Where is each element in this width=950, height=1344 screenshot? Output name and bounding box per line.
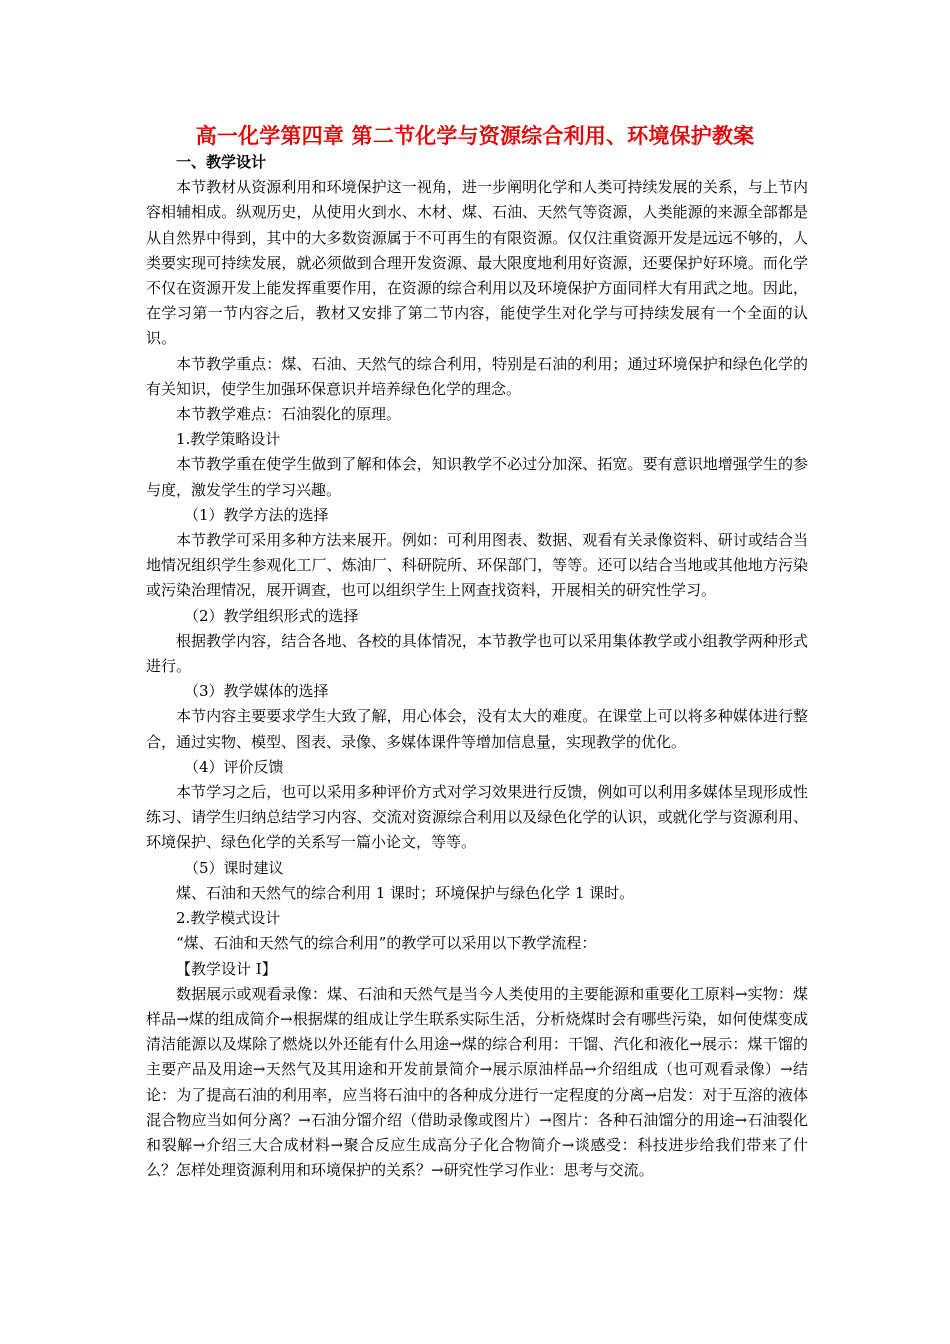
- model-intro: “煤、石油和天然气的综合利用”的教学可以采用以下教学流程：: [176, 934, 597, 953]
- feedback-heading: （4）评价反馈: [184, 757, 284, 776]
- strategy-paragraph: 本节教学重在使学生做到了解和体会，知识教学不必过分加深、拓宽。要有意识地增强学生的参与度，激发学生的学习兴趣。: [146, 455, 808, 499]
- design-label: 【教学设计 I】: [176, 959, 277, 978]
- design-paragraph: 数据展示或观看录像：煤、石油和天然气是当今人类使用的主要能源和重要化工原料→实物：煤样品→煤的组成简介→根据煤的组成让学生联系实际生活，分析烧煤时会有哪些污染，如何使煤变成清洁能源以及煤除了燃烧以外还能有什么用途→煤的综合利用：干馏、汽化和液化→展示：煤干馏的主要产品及用途→天然气及其用途和开发前景简介→展示原油样品→介绍组成（也可观看录像）→结论：为了提高石油的利用率，应当将石油中的各种成分进行一定程度的分离→启发：对于互溶的液体混合物应当如何分离？→石油分馏介绍（借助录像或图片）→图片：各种石油馏分的用途→石油裂化和裂解→介绍三大合成材料→聚合反应生成高分子化合物简介→谈感受：科技进步给我们带来了什么？怎样处理资源利用和环境保护的关系？→研究性学习作业：思考与交流。: [146, 984, 808, 1180]
- organization-paragraph: 根据教学内容，结合各地、各校的具体情况，本节教学也可以采用集体教学或小组教学两种形式进行。: [146, 631, 808, 676]
- method-heading: （1）教学方法的选择: [184, 505, 329, 524]
- document-body: [146, 150, 808, 1183]
- intro-paragraph: 本节教材从资源利用和环境保护这一视角，进一步阐明化学和人类可持续发展的关系，与上节内容相辅相成。纵观历史，从使用火到水、木材、煤、石油、天然气等资源，人类能源的来源全部都是从自然界中得到，其中的大多数资源属于不可再生的有限资源。仅仅注重资源开发是远远不够的，人类要实现可持续发展，就必须做到合理开发资源、最大限度地利用好资源，还要保护好环境。而化学不仅在资源开发上能发挥重要作用，在资源的综合利用以及环境保护方面同样大有用武之地。因此，在学习第一节内容之后，教材又安排了第二节内容，能使学生对化学与可持续发展有一个全面的认识。: [146, 178, 808, 348]
- schedule-heading: （5）课时建议: [184, 858, 284, 877]
- feedback-paragraph: 本节学习之后，也可以采用多种评价方式对学习效果进行反馈，例如可以利用多媒体呈现形成性练习、请学生归纳总结学习内容、交流对资源综合利用以及绿色化学的认识，或就化学与资源利用、环境保护、绿色化学的关系写一篇小论文，等等。: [146, 783, 808, 852]
- schedule-paragraph: 煤、石油和天然气的综合利用 1 课时；环境保护与绿色化学 1 课时。: [176, 883, 635, 902]
- section-heading-teaching-design: 一、教学设计: [176, 153, 267, 171]
- organization-heading: （2）教学组织形式的选择: [184, 606, 359, 625]
- media-heading: （3）教学媒体的选择: [184, 682, 329, 701]
- media-paragraph: 本节内容主要要求学生大致了解，用心体会，没有太大的难度。在课堂上可以将多种媒体进行整合，通过实物、模型、图表、录像、多媒体课件等增加信息量，实现教学的优化。: [146, 707, 808, 751]
- strategy-heading: 1.教学策略设计: [176, 430, 281, 449]
- document-title: 高一化学第四章 第二节化学与资源综合利用、环境保护教案: [195, 123, 755, 148]
- model-heading: 2.教学模式设计: [176, 909, 281, 928]
- difficult-points-paragraph: 本节教学难点：石油裂化的原理。: [176, 405, 402, 424]
- key-points-paragraph: 本节教学重点：煤、石油、天然气的综合利用，特别是石油的利用；通过环境保护和绿色化学的有关知识，使学生加强环保意识并培养绿色化学的理念。: [146, 354, 808, 398]
- method-paragraph: 本节教学可采用多种方法来展开。例如：可利用图表、数据、观看有关录像资料、研讨或结合当地情况组织学生参观化工厂、炼油厂、科研院所、环保部门，等等。还可以结合当地或其他地方污染或污染治理情况，展开调查，也可以组织学生上网查找资料，开展相关的研究性学习。: [146, 531, 808, 600]
